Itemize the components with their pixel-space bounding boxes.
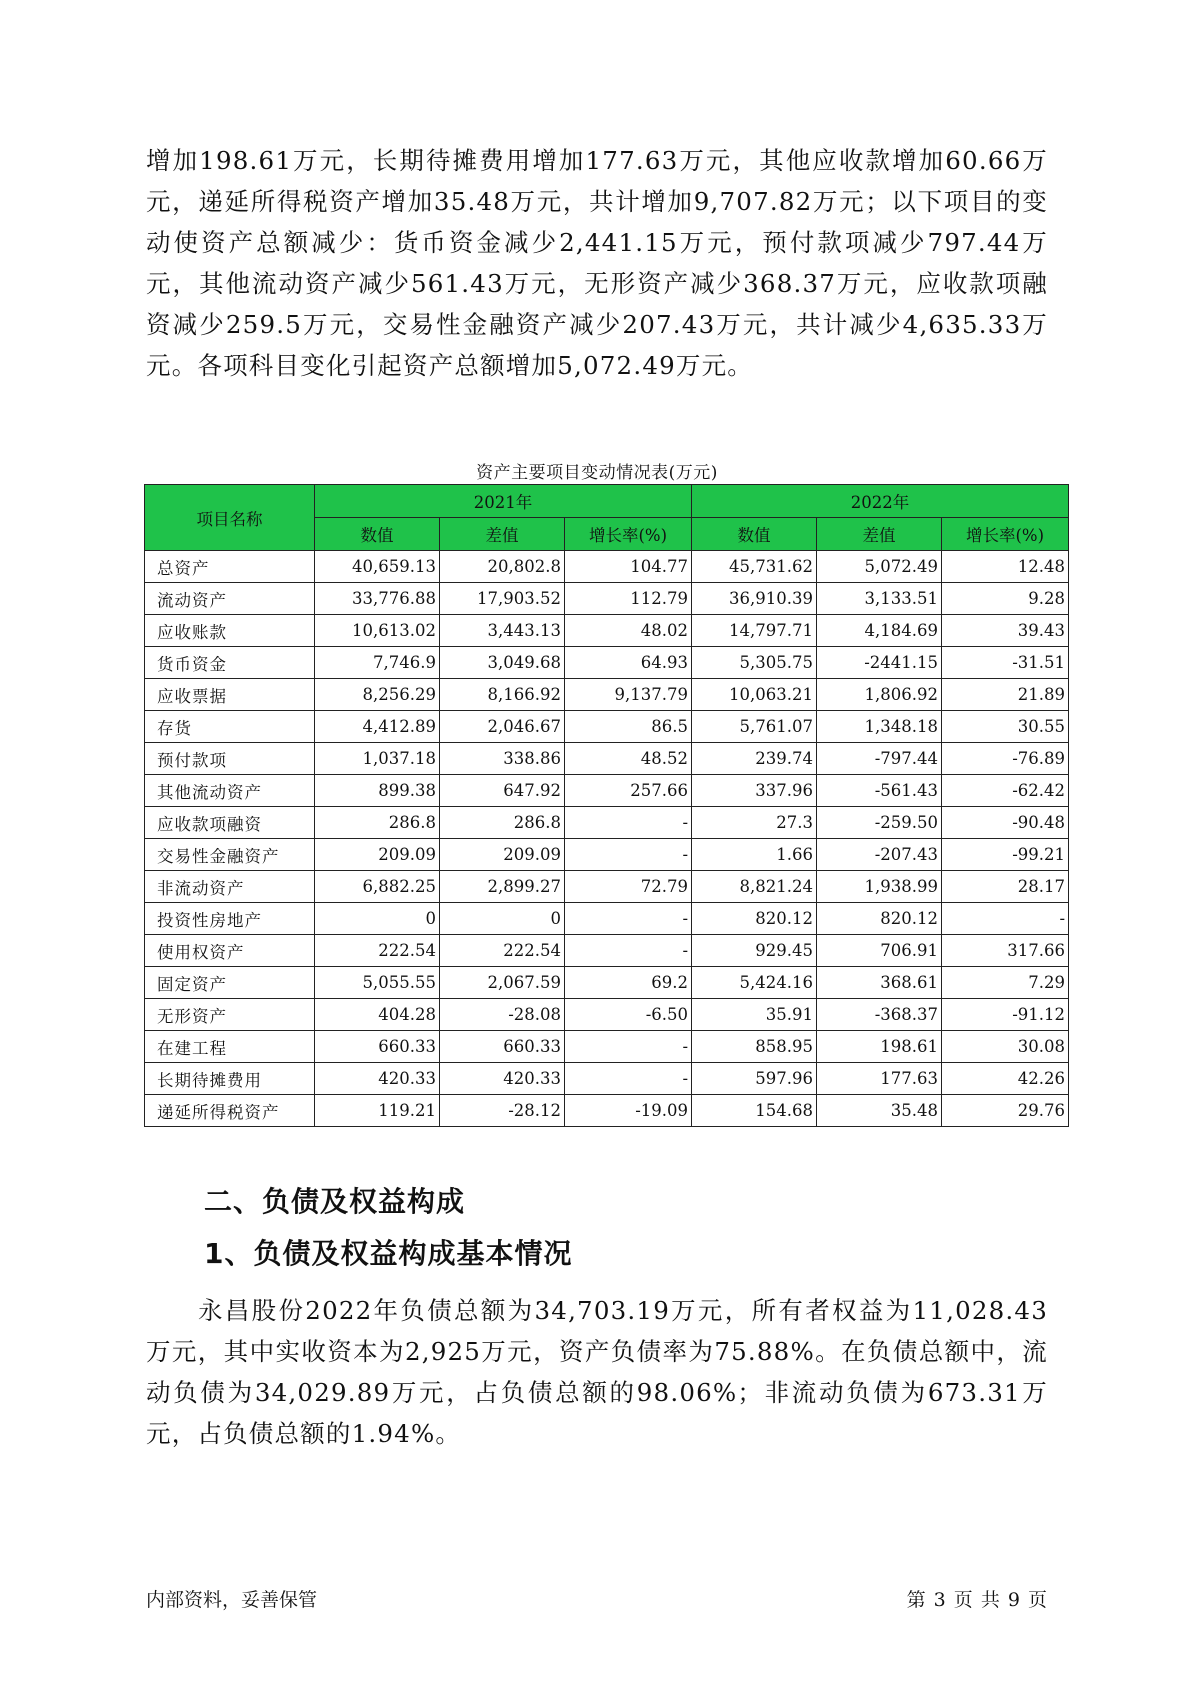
table-row xyxy=(145,551,1069,583)
table-cell: 64.93 xyxy=(565,647,692,679)
header-value-2022: 数值 xyxy=(692,518,817,551)
table-cell: - xyxy=(565,839,692,871)
table-cell: 29.76 xyxy=(942,1095,1069,1127)
table-cell: 9.28 xyxy=(942,583,1069,615)
table-row xyxy=(145,743,1069,775)
table-row xyxy=(145,999,1069,1031)
table-cell: 154.68 xyxy=(692,1095,817,1127)
row-label: 投资性房地产 xyxy=(145,903,315,935)
table-row xyxy=(145,775,1069,807)
table-cell: 69.2 xyxy=(565,967,692,999)
table-cell: 239.74 xyxy=(692,743,817,775)
table-cell: 286.8 xyxy=(440,807,565,839)
table-cell: 5,072.49 xyxy=(817,551,942,583)
table-cell: 209.09 xyxy=(440,839,565,871)
table-cell: -561.43 xyxy=(817,775,942,807)
table-cell: 198.61 xyxy=(817,1031,942,1063)
table-cell: 36,910.39 xyxy=(692,583,817,615)
table-cell: 3,133.51 xyxy=(817,583,942,615)
table-cell: -91.12 xyxy=(942,999,1069,1031)
table-cell: 177.63 xyxy=(817,1063,942,1095)
row-label: 应收款项融资 xyxy=(145,807,315,839)
table-cell: 35.91 xyxy=(692,999,817,1031)
table-cell: 45,731.62 xyxy=(692,551,817,583)
header-item-name: 项目名称 xyxy=(145,485,315,551)
table-cell: 5,305.75 xyxy=(692,647,817,679)
header-value-2021: 数值 xyxy=(315,518,440,551)
table-row xyxy=(145,903,1069,935)
header-diff-2021: 差值 xyxy=(440,518,565,551)
table-row xyxy=(145,839,1069,871)
section-heading: 二、负债及权益构成 xyxy=(204,1185,466,1218)
table-cell: 39.43 xyxy=(942,615,1069,647)
header-growth-2021: 增长率(%) xyxy=(565,518,692,551)
table-cell: -19.09 xyxy=(565,1095,692,1127)
table-cell: -207.43 xyxy=(817,839,942,871)
table-row xyxy=(145,807,1069,839)
table-cell: 2,067.59 xyxy=(440,967,565,999)
table-cell: 1,037.18 xyxy=(315,743,440,775)
row-label: 交易性金融资产 xyxy=(145,839,315,871)
table-cell: 12.48 xyxy=(942,551,1069,583)
table-cell: 660.33 xyxy=(315,1031,440,1063)
table-cell: 1,348.18 xyxy=(817,711,942,743)
table-caption: 资产主要项目变动情况表(万元) xyxy=(476,463,718,483)
table-cell: 1.66 xyxy=(692,839,817,871)
table-cell: -6.50 xyxy=(565,999,692,1031)
table-cell: 4,184.69 xyxy=(817,615,942,647)
row-label: 应收账款 xyxy=(145,615,315,647)
table-cell: 929.45 xyxy=(692,935,817,967)
row-label: 其他流动资产 xyxy=(145,775,315,807)
table-cell: 33,776.88 xyxy=(315,583,440,615)
row-label: 预付款项 xyxy=(145,743,315,775)
table-cell: 17,903.52 xyxy=(440,583,565,615)
table-cell: -259.50 xyxy=(817,807,942,839)
table-cell: 2,046.67 xyxy=(440,711,565,743)
table-cell: 2,899.27 xyxy=(440,871,565,903)
header-growth-2022: 增长率(%) xyxy=(942,518,1069,551)
table-cell: 420.33 xyxy=(440,1063,565,1095)
table-cell: 222.54 xyxy=(315,935,440,967)
header-year-2021: 2021年 xyxy=(315,485,692,518)
row-label: 长期待摊费用 xyxy=(145,1063,315,1095)
table-cell: 8,166.92 xyxy=(440,679,565,711)
table-cell: 7,746.9 xyxy=(315,647,440,679)
table-cell: 8,821.24 xyxy=(692,871,817,903)
footer-page-number: 第 3 页 共 9 页 xyxy=(906,1589,1048,1611)
row-label: 总资产 xyxy=(145,551,315,583)
table-cell: 0 xyxy=(440,903,565,935)
table-cell: 48.52 xyxy=(565,743,692,775)
table-cell: 899.38 xyxy=(315,775,440,807)
table-cell: 820.12 xyxy=(692,903,817,935)
table-row xyxy=(145,647,1069,679)
table-cell: 3,443.13 xyxy=(440,615,565,647)
body-paragraph: 永昌股份2022年负债总额为34,703.19万元，所有者权益为11,028.43万元，其中实收资本为2,925万元，资产负债率为75.88%。在负债总额中，流动负债为34,029.89万元，占负债总额的98.06%；非流动负债为673.31万元，占负债总额的1.94%。 xyxy=(146,1296,1048,1448)
table-cell: 338.86 xyxy=(440,743,565,775)
table-cell: 1,806.92 xyxy=(817,679,942,711)
table-cell: 337.96 xyxy=(692,775,817,807)
table-cell: 35.48 xyxy=(817,1095,942,1127)
table-cell: 20,802.8 xyxy=(440,551,565,583)
table-cell: 72.79 xyxy=(565,871,692,903)
header-year-2022: 2022年 xyxy=(692,485,1069,518)
header-diff-2022: 差值 xyxy=(817,518,942,551)
row-label: 在建工程 xyxy=(145,1031,315,1063)
row-label: 无形资产 xyxy=(145,999,315,1031)
table-cell: - xyxy=(565,903,692,935)
table-cell: -62.42 xyxy=(942,775,1069,807)
table-row xyxy=(145,871,1069,903)
table-body xyxy=(145,551,1069,1127)
row-label: 固定资产 xyxy=(145,967,315,999)
table-cell: 647.92 xyxy=(440,775,565,807)
table-cell: 286.8 xyxy=(315,807,440,839)
table-cell: 27.3 xyxy=(692,807,817,839)
table-cell: 40,659.13 xyxy=(315,551,440,583)
table-cell: 820.12 xyxy=(817,903,942,935)
table-row xyxy=(145,615,1069,647)
table-row xyxy=(145,1031,1069,1063)
table-row xyxy=(145,679,1069,711)
table-cell: 119.21 xyxy=(315,1095,440,1127)
row-label: 货币资金 xyxy=(145,647,315,679)
table-row xyxy=(145,935,1069,967)
table-cell: -2441.15 xyxy=(817,647,942,679)
table-cell: 10,063.21 xyxy=(692,679,817,711)
table-cell: 104.77 xyxy=(565,551,692,583)
table-row xyxy=(145,711,1069,743)
table-cell: 1,938.99 xyxy=(817,871,942,903)
table-cell: -28.08 xyxy=(440,999,565,1031)
table-cell: 14,797.71 xyxy=(692,615,817,647)
table-cell: 209.09 xyxy=(315,839,440,871)
row-label: 使用权资产 xyxy=(145,935,315,967)
table-cell: 28.17 xyxy=(942,871,1069,903)
table-cell: 42.26 xyxy=(942,1063,1069,1095)
table-cell: 7.29 xyxy=(942,967,1069,999)
table-cell: 706.91 xyxy=(817,935,942,967)
table-cell: -99.21 xyxy=(942,839,1069,871)
table-cell: 3,049.68 xyxy=(440,647,565,679)
row-label: 非流动资产 xyxy=(145,871,315,903)
table-cell: 48.02 xyxy=(565,615,692,647)
row-label: 递延所得税资产 xyxy=(145,1095,315,1127)
table-cell: 257.66 xyxy=(565,775,692,807)
table-cell: 6,882.25 xyxy=(315,871,440,903)
table-cell: -90.48 xyxy=(942,807,1069,839)
table-row xyxy=(145,583,1069,615)
table-row xyxy=(145,1063,1069,1095)
row-label: 存货 xyxy=(145,711,315,743)
table-cell: - xyxy=(565,1063,692,1095)
subsection-heading: 1、负债及权益构成基本情况 xyxy=(204,1237,573,1270)
table-row xyxy=(145,1095,1069,1127)
table-cell: 5,055.55 xyxy=(315,967,440,999)
table-cell: 0 xyxy=(315,903,440,935)
table-cell: 222.54 xyxy=(440,935,565,967)
table-cell: 30.55 xyxy=(942,711,1069,743)
table-cell: -76.89 xyxy=(942,743,1069,775)
table-cell: 368.61 xyxy=(817,967,942,999)
table-cell: 86.5 xyxy=(565,711,692,743)
table-cell: 5,424.16 xyxy=(692,967,817,999)
table-cell: 4,412.89 xyxy=(315,711,440,743)
row-label: 流动资产 xyxy=(145,583,315,615)
table-cell: 112.79 xyxy=(565,583,692,615)
table-cell: 597.96 xyxy=(692,1063,817,1095)
table-cell: 30.08 xyxy=(942,1031,1069,1063)
table-cell: 317.66 xyxy=(942,935,1069,967)
table-cell: -797.44 xyxy=(817,743,942,775)
table-cell: - xyxy=(942,903,1069,935)
table-cell: 21.89 xyxy=(942,679,1069,711)
table-cell: -368.37 xyxy=(817,999,942,1031)
table-cell: - xyxy=(565,935,692,967)
table-cell: 10,613.02 xyxy=(315,615,440,647)
table-cell: 8,256.29 xyxy=(315,679,440,711)
table-cell: 404.28 xyxy=(315,999,440,1031)
table-cell: 9,137.79 xyxy=(565,679,692,711)
row-label: 应收票据 xyxy=(145,679,315,711)
table-cell: - xyxy=(565,1031,692,1063)
table-cell: 858.95 xyxy=(692,1031,817,1063)
table-cell: -31.51 xyxy=(942,647,1069,679)
table-cell: - xyxy=(565,807,692,839)
table-row xyxy=(145,967,1069,999)
intro-paragraph: 增加198.61万元，长期待摊费用增加177.63万元，其他应收款增加60.66万元，递延所得税资产增加35.48万元，共计增加9,707.82万元；以下项目的变动使资产总额减少：货币资金减少2,441.15万元，预付款项减少797.44万元，其他流动资产减少561.43万元，无形资产减少368.37万元，应收款项融资减少259.5万元，交易性金融资产减少207.43万元，共计减少4,635.33万元。各项科目变化引起资产总额增加5,072.49万元。 xyxy=(146,146,1048,380)
table-cell: -28.12 xyxy=(440,1095,565,1127)
footer-confidential: 内部资料，妥善保管 xyxy=(146,1589,318,1611)
asset-change-table xyxy=(144,484,1069,1127)
table-cell: 660.33 xyxy=(440,1031,565,1063)
table-cell: 5,761.07 xyxy=(692,711,817,743)
table-cell: 420.33 xyxy=(315,1063,440,1095)
